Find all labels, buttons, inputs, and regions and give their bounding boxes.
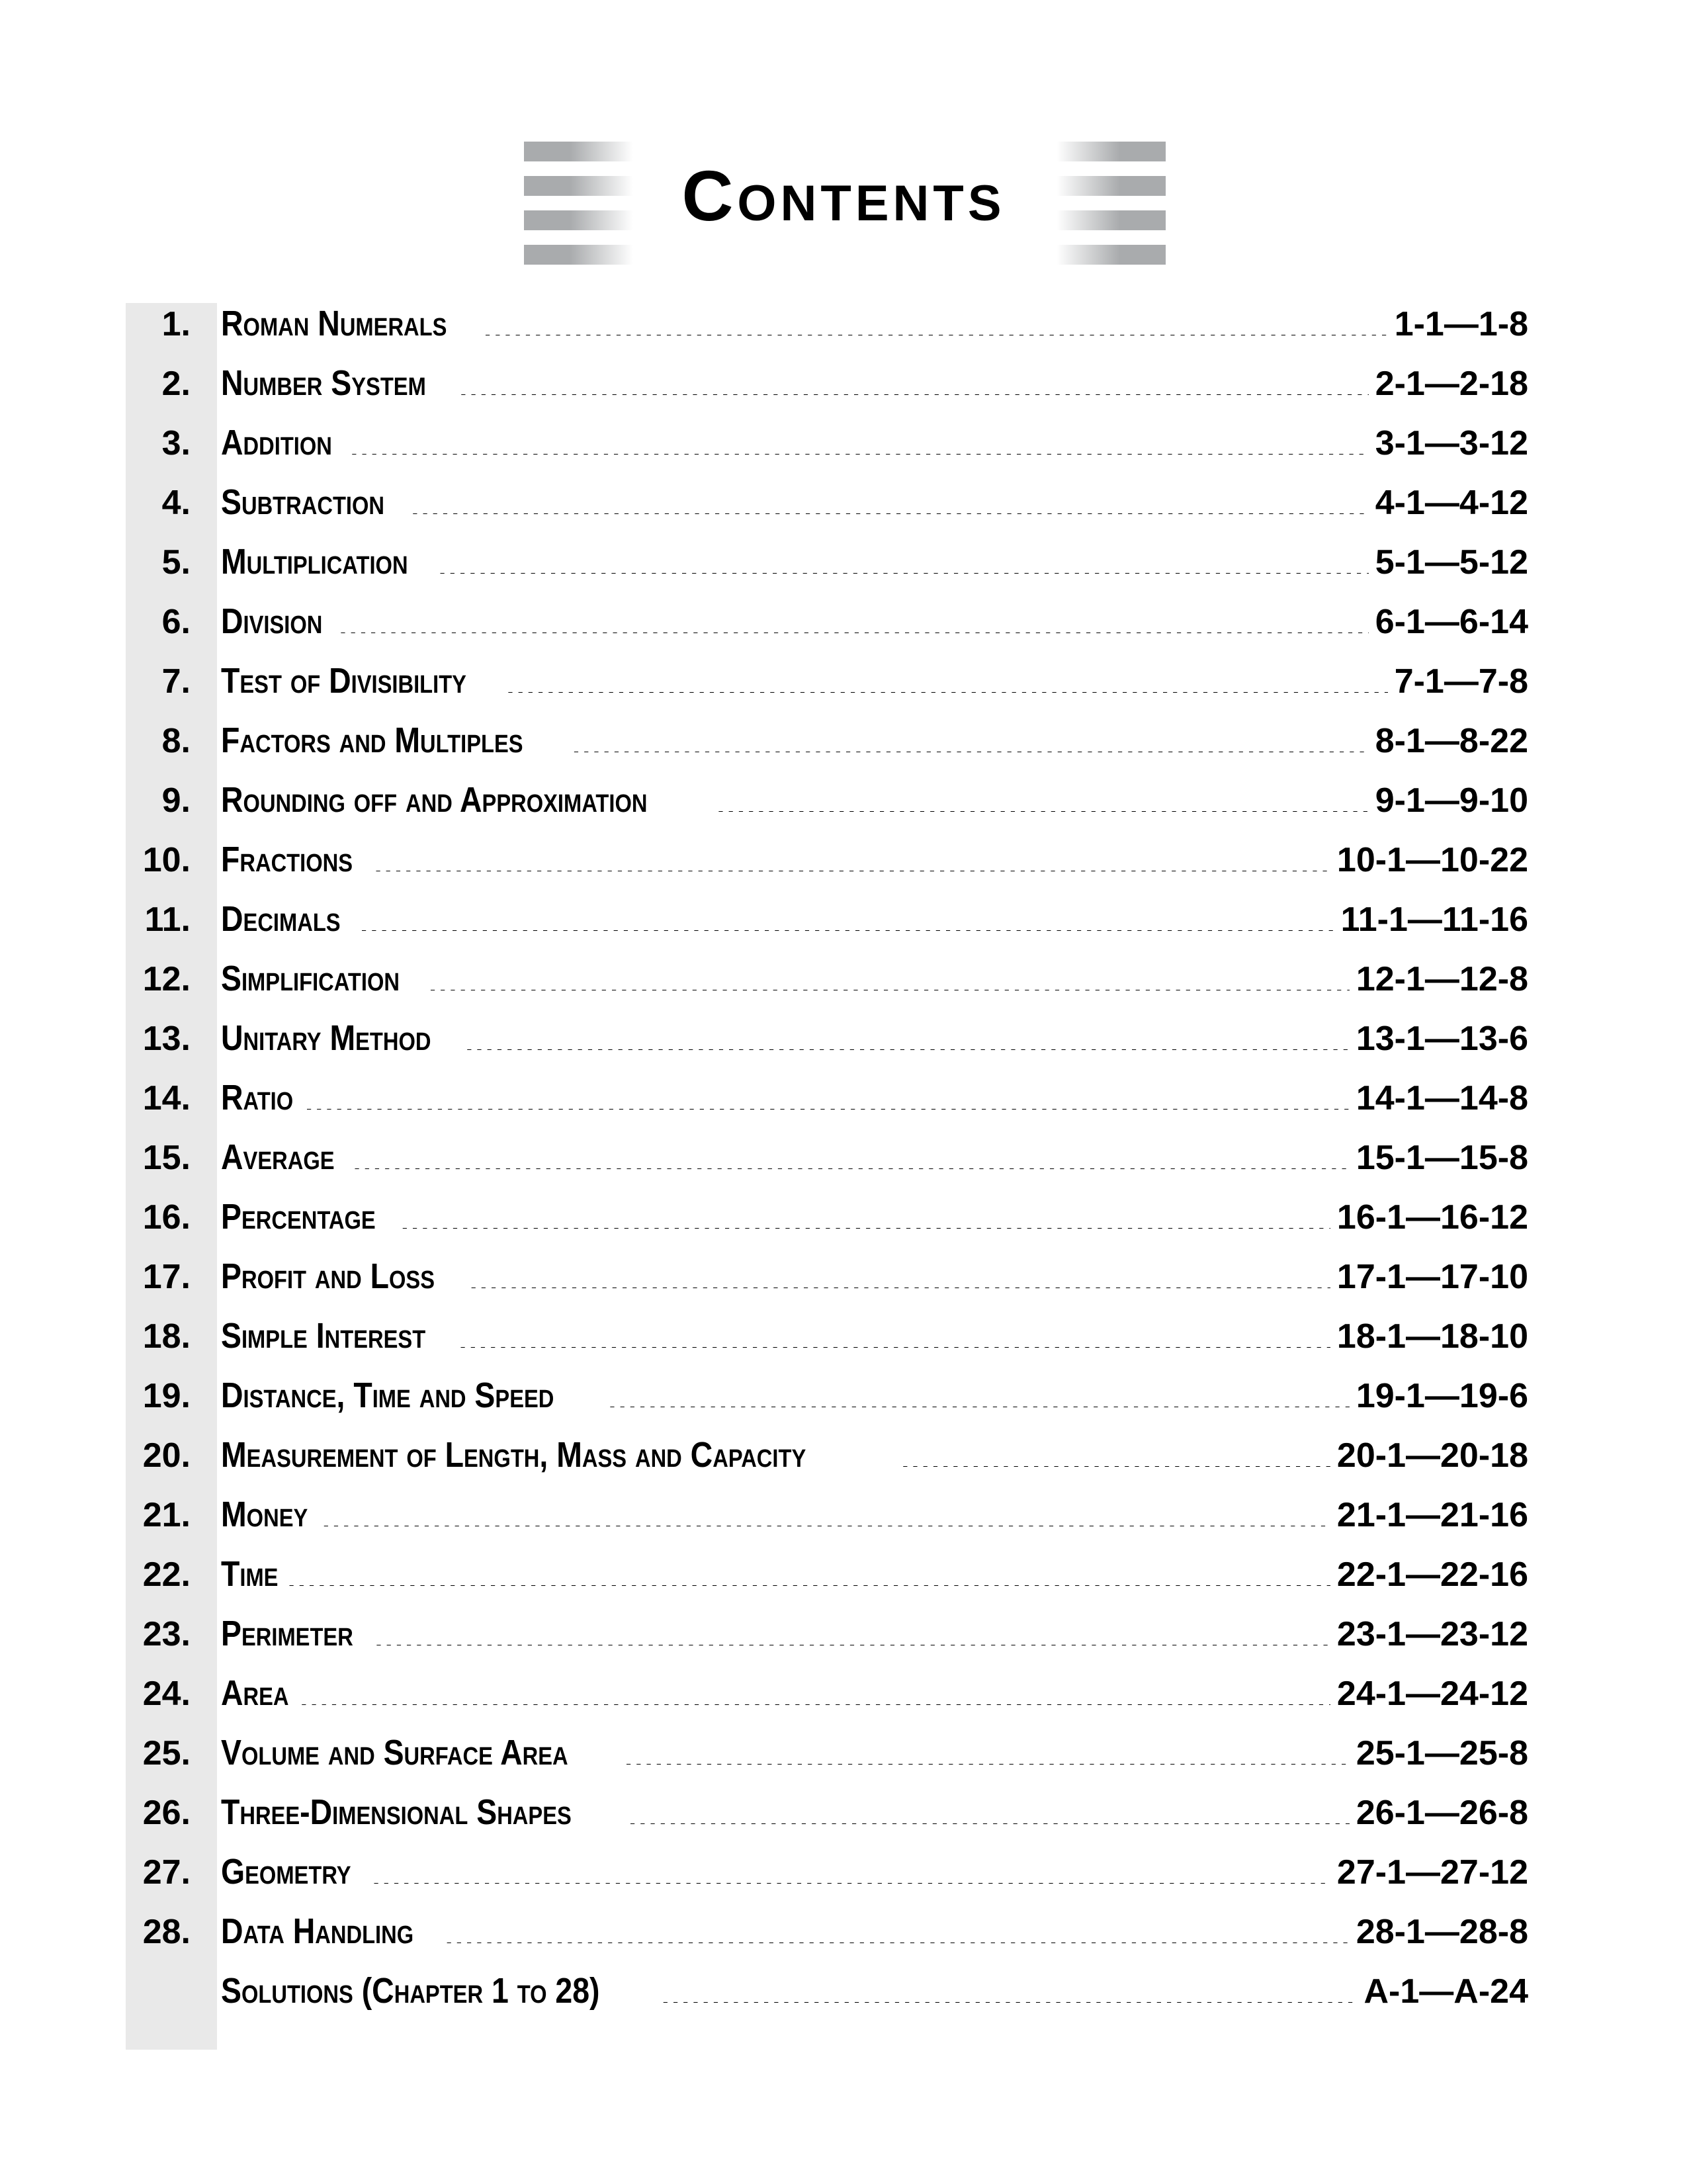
toc-entry-body bbox=[204, 1970, 1528, 2011]
toc-entry[interactable] bbox=[126, 1970, 1528, 2030]
toc-entry-pages: 20-1—20-18 bbox=[1336, 1436, 1528, 1475]
toc-dot-leader bbox=[459, 394, 1369, 395]
toc-entry[interactable] bbox=[126, 839, 1528, 898]
toc-dot-leader bbox=[401, 1228, 1330, 1229]
toc-entry-pages: 3-1—3-12 bbox=[1375, 424, 1528, 462]
toc-dot-leader bbox=[506, 692, 1387, 693]
toc-entry-title[interactable]: Roman Numerals bbox=[221, 304, 447, 343]
toc-entry-pages: 14-1—14-8 bbox=[1356, 1079, 1528, 1117]
toc-dot-leader bbox=[353, 1168, 1349, 1169]
toc-entry[interactable] bbox=[126, 1613, 1528, 1673]
toc-entry-pages: 18-1—18-10 bbox=[1336, 1317, 1528, 1356]
toc-entry-body bbox=[204, 1196, 1528, 1237]
toc-entry-body bbox=[204, 898, 1528, 939]
toc-entry[interactable] bbox=[126, 363, 1528, 422]
toc-entry-pages: 21-1—21-16 bbox=[1336, 1496, 1528, 1534]
toc-entry-title[interactable]: Decimals bbox=[221, 899, 341, 939]
toc-entry-number: 22. bbox=[142, 1555, 191, 1594]
toc-entry-number: 2. bbox=[161, 365, 191, 403]
toc-entry[interactable] bbox=[126, 1732, 1528, 1792]
toc-entry-pages: 24-1—24-12 bbox=[1336, 1675, 1528, 1713]
toc-entry-pages: 11-1—11-16 bbox=[1340, 900, 1528, 939]
toc-entry-title[interactable]: Area bbox=[221, 1673, 289, 1713]
toc-entry-title[interactable]: Perimeter bbox=[221, 1614, 353, 1653]
toc-entry-pages: 13-1—13-6 bbox=[1356, 1020, 1528, 1058]
toc-dot-leader bbox=[439, 573, 1369, 574]
toc-entry-pages: 4-1—4-12 bbox=[1375, 484, 1528, 522]
toc-entry[interactable] bbox=[126, 1673, 1528, 1732]
toc-entry[interactable] bbox=[126, 720, 1528, 779]
toc-dot-leader bbox=[350, 454, 1369, 455]
toc-entry-body bbox=[204, 363, 1528, 404]
toc-entry-number: 19. bbox=[142, 1377, 191, 1415]
toc-entry-number: 28. bbox=[142, 1913, 191, 1951]
toc-entry-number: 10. bbox=[142, 841, 191, 879]
toc-entry-number: 3. bbox=[161, 424, 191, 462]
toc-entry-title[interactable]: Measurement of Length, Mass and Capacity bbox=[221, 1435, 806, 1475]
toc-entry-title[interactable]: Factors and Multiples bbox=[221, 721, 523, 760]
toc-dot-leader bbox=[300, 1704, 1330, 1705]
toc-entry-body bbox=[204, 1315, 1528, 1356]
toc-entry-pages: 19-1—19-6 bbox=[1356, 1377, 1528, 1415]
toc-entry-number: 26. bbox=[142, 1794, 191, 1832]
toc-entry-body bbox=[204, 1375, 1528, 1416]
toc-entry[interactable] bbox=[126, 1494, 1528, 1553]
toc-entry[interactable] bbox=[126, 482, 1528, 541]
toc-entry-number: 15. bbox=[142, 1139, 191, 1177]
toc-entry-title[interactable]: Unitary Method bbox=[221, 1018, 431, 1058]
toc-entry[interactable] bbox=[126, 1256, 1528, 1315]
toc-entry-number: 12. bbox=[142, 960, 191, 998]
toc-entry-pages: 2-1—2-18 bbox=[1375, 365, 1528, 403]
decorative-bar bbox=[1057, 210, 1166, 230]
toc-entry-title[interactable]: Rounding off and Approximation bbox=[221, 780, 648, 820]
toc-entry-pages: 25-1—25-8 bbox=[1356, 1734, 1528, 1772]
toc-entry-body bbox=[204, 1494, 1528, 1535]
toc-dot-leader bbox=[360, 930, 1334, 931]
toc-entry-body bbox=[204, 1256, 1528, 1297]
toc-entry[interactable] bbox=[126, 660, 1528, 720]
toc-entry-body bbox=[204, 1673, 1528, 1714]
toc-entry-title[interactable]: Three-Dimensional Shapes bbox=[221, 1792, 572, 1832]
toc-entry-title[interactable]: Solutions (Chapter 1 to 28) bbox=[221, 1971, 600, 2011]
toc-entry[interactable] bbox=[126, 1196, 1528, 1256]
toc-entry-body bbox=[204, 660, 1528, 701]
toc-entry-pages: 27-1—27-12 bbox=[1336, 1853, 1528, 1892]
toc-entry[interactable] bbox=[126, 422, 1528, 482]
toc-entry-number: 24. bbox=[142, 1675, 191, 1713]
toc-entry-body bbox=[204, 1434, 1528, 1475]
toc-entry-number: 16. bbox=[142, 1198, 191, 1237]
toc-dot-leader bbox=[716, 811, 1368, 812]
toc-entry-title[interactable]: Simple Interest bbox=[221, 1316, 426, 1356]
toc-entry-number: 13. bbox=[142, 1020, 191, 1058]
toc-entry-title[interactable]: Test of Divisibility bbox=[221, 661, 466, 701]
toc-entry-number: 5. bbox=[161, 543, 191, 582]
toc-entry[interactable] bbox=[126, 1553, 1528, 1613]
toc-entry-title[interactable]: Distance, Time and Speed bbox=[221, 1376, 554, 1415]
toc-entry-title[interactable]: Average bbox=[221, 1137, 335, 1177]
toc-entry-number: 23. bbox=[142, 1615, 191, 1653]
toc-entry-body bbox=[204, 1851, 1528, 1892]
toc-entry-body bbox=[204, 482, 1528, 523]
toc-entry-number: 27. bbox=[142, 1853, 191, 1892]
toc-entry-pages: 6-1—6-14 bbox=[1375, 603, 1528, 641]
toc-entry-body bbox=[204, 303, 1528, 344]
toc-entry-body bbox=[204, 839, 1528, 880]
toc-entry-body bbox=[204, 1911, 1528, 1952]
toc-entry[interactable] bbox=[126, 1911, 1528, 1970]
toc-entry-pages: 16-1—16-12 bbox=[1336, 1198, 1528, 1237]
toc-dot-leader bbox=[901, 1466, 1330, 1467]
toc-entry-title[interactable]: Time bbox=[221, 1554, 279, 1594]
toc-entry[interactable] bbox=[126, 1018, 1528, 1077]
page-header bbox=[0, 130, 1687, 269]
toc-entry[interactable] bbox=[126, 1434, 1528, 1494]
decorative-bar bbox=[1057, 245, 1166, 265]
toc-entry-number: 25. bbox=[142, 1734, 191, 1772]
toc-entry-body bbox=[204, 1553, 1528, 1594]
decorative-bar bbox=[1057, 176, 1166, 196]
toc-entry-title[interactable]: Subtraction bbox=[221, 482, 385, 522]
toc-entry-title[interactable]: Money bbox=[221, 1495, 308, 1534]
toc-entry-title[interactable]: Fractions bbox=[221, 840, 353, 879]
toc-entry-title[interactable]: Volume and Surface Area bbox=[221, 1733, 568, 1772]
toc-dot-leader bbox=[305, 1109, 1350, 1110]
toc-entry-pages: 8-1—8-22 bbox=[1375, 722, 1528, 760]
toc-entry-body bbox=[204, 1792, 1528, 1833]
toc-entry-body bbox=[204, 1732, 1528, 1773]
toc-entry-title[interactable]: Simplification bbox=[221, 959, 400, 998]
toc-dot-leader bbox=[465, 1049, 1350, 1050]
toc-entry-number: 9. bbox=[161, 781, 191, 820]
toc-dot-leader bbox=[662, 2002, 1358, 2003]
toc-entry[interactable] bbox=[126, 1315, 1528, 1375]
toc-entry-number: 1. bbox=[161, 305, 191, 343]
toc-entry-title[interactable]: Number System bbox=[221, 363, 426, 403]
toc-entry-pages: 23-1—23-12 bbox=[1336, 1615, 1528, 1653]
toc-entry[interactable] bbox=[126, 779, 1528, 839]
toc-entry-title[interactable]: Profit and Loss bbox=[221, 1256, 435, 1296]
page-title: Contents bbox=[681, 155, 1006, 236]
toc-entry-body bbox=[204, 1018, 1528, 1059]
toc-entry-pages: 1-1—1-8 bbox=[1394, 305, 1528, 343]
toc-entry[interactable] bbox=[126, 1375, 1528, 1434]
toc-dot-leader bbox=[458, 1347, 1330, 1348]
toc-entry-pages: 15-1—15-8 bbox=[1356, 1139, 1528, 1177]
toc-entry-pages: 17-1—17-10 bbox=[1336, 1258, 1528, 1296]
toc-dot-leader bbox=[625, 1764, 1350, 1765]
toc-entry-number: 20. bbox=[142, 1436, 191, 1475]
toc-entry-body bbox=[204, 1137, 1528, 1178]
toc-entry-body bbox=[204, 422, 1528, 463]
toc-entry[interactable] bbox=[126, 601, 1528, 660]
toc-entry-title[interactable]: Geometry bbox=[221, 1852, 351, 1892]
toc-entry-pages: 9-1—9-10 bbox=[1375, 781, 1528, 820]
toc-entry[interactable] bbox=[126, 898, 1528, 958]
toc-dot-leader bbox=[411, 513, 1369, 514]
toc-entry-title[interactable]: Division bbox=[221, 601, 323, 641]
toc-entry-pages: 10-1—10-22 bbox=[1336, 841, 1528, 879]
toc-entry-title[interactable]: Ratio bbox=[221, 1078, 294, 1117]
toc-entry-title[interactable]: Multiplication bbox=[221, 542, 408, 582]
toc-entry-number: 6. bbox=[161, 603, 191, 641]
toc-dot-leader bbox=[628, 1823, 1350, 1824]
toc-entry-body bbox=[204, 601, 1528, 642]
toc-entry[interactable] bbox=[126, 958, 1528, 1018]
toc-entry-number: 18. bbox=[142, 1317, 191, 1356]
toc-entry-title[interactable]: Addition bbox=[221, 423, 332, 462]
toc-dot-leader bbox=[288, 1585, 1330, 1586]
toc-entry-number: 4. bbox=[161, 484, 191, 522]
toc-entry-pages: 22-1—22-16 bbox=[1336, 1555, 1528, 1594]
toc-entry-title[interactable]: Percentage bbox=[221, 1197, 376, 1237]
toc-entry-pages: 26-1—26-8 bbox=[1356, 1794, 1528, 1832]
toc-entry-body bbox=[204, 1613, 1528, 1654]
toc-entry-pages: 7-1—7-8 bbox=[1394, 662, 1528, 701]
toc-entry-body bbox=[204, 779, 1528, 820]
toc-entry-number: 7. bbox=[161, 662, 191, 701]
toc-entry-number: 8. bbox=[161, 722, 191, 760]
toc-entry-pages: 5-1—5-12 bbox=[1375, 543, 1528, 582]
toc-entry-body bbox=[204, 1077, 1528, 1118]
toc-entry-number: 21. bbox=[142, 1496, 191, 1534]
toc-entry-body bbox=[204, 720, 1528, 761]
table-of-contents bbox=[126, 303, 1528, 2030]
decorative-bar bbox=[1057, 142, 1166, 161]
toc-entry-pages: A-1—A-24 bbox=[1363, 1972, 1528, 2011]
toc-entry-body bbox=[204, 958, 1528, 999]
toc-entry-pages: 28-1—28-8 bbox=[1356, 1913, 1528, 1951]
toc-entry-number: 11. bbox=[144, 900, 191, 939]
toc-entry[interactable] bbox=[126, 303, 1528, 363]
toc-entry[interactable] bbox=[126, 1137, 1528, 1196]
toc-entry-title[interactable]: Data Handling bbox=[221, 1911, 414, 1951]
toc-entry[interactable] bbox=[126, 541, 1528, 601]
toc-entry-pages: 12-1—12-8 bbox=[1356, 960, 1528, 998]
toc-entry[interactable] bbox=[126, 1792, 1528, 1851]
toc-entry-number: 17. bbox=[142, 1258, 191, 1296]
toc-dot-leader bbox=[372, 1883, 1330, 1884]
toc-entry[interactable] bbox=[126, 1077, 1528, 1137]
toc-entry-number: 14. bbox=[142, 1079, 191, 1117]
toc-entry[interactable] bbox=[126, 1851, 1528, 1911]
gradient-bars-right-icon bbox=[1057, 142, 1166, 264]
toc-entry-body bbox=[204, 541, 1528, 582]
